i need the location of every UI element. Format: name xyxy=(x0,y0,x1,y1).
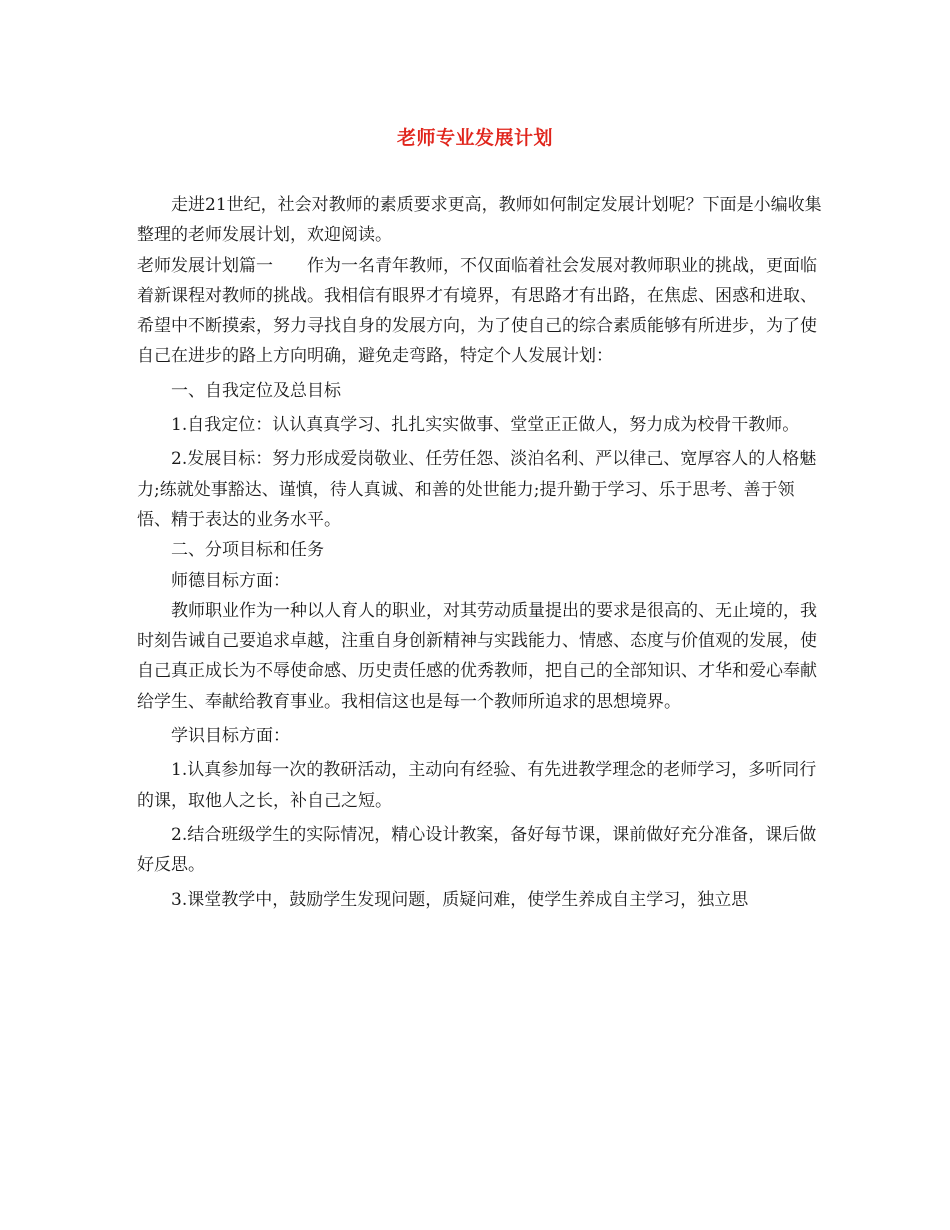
section-heading-one: 一、自我定位及总目标 xyxy=(171,380,341,401)
paragraph-knowledge-three: 3.课堂教学中，鼓励学生发现问题，质疑问难，使学生养成自主学习，独立思 xyxy=(171,889,749,910)
subheading-ethics: 师德目标方面： xyxy=(171,570,290,591)
paragraph-ethics: 教师职业作为一种以人育人的职业，对其劳动质量提出的要求是很高的、无止境的，我时刻告诫自己要追求卓越，注重自身创新精神与实践能力、情感、态度与价值观的发展，使自己真正成长为不辱使命感、历史责任感的优秀教师，把自己的全部知识、才华和爱心奉献给学生、奉献给教育事业。我相信这也是每一个教师所追求的思想境界。 xyxy=(137,600,817,712)
subheading-knowledge: 学识目标方面： xyxy=(171,726,290,747)
paragraph-self-position: 1.自我定位：认认真真学习、扎扎实实做事、堂堂正正做人，努力成为校骨干教师。 xyxy=(171,415,800,436)
section-heading-two: 二、分项目标和任务 xyxy=(171,540,324,561)
document-title: 老师专业发展计划 xyxy=(396,127,553,149)
paragraph-knowledge-one: 1.认真参加每一次的教研活动，主动向有经验、有先进教学理念的老师学习，多听同行的课，取他人之长，补自己之短。 xyxy=(137,760,817,811)
paragraph-plan-one: 老师发展计划篇一 作为一名青年教师，不仅面临着社会发展对教师职业的挑战，更面临着新课程对教师的挑战。我相信有眼界才有境界，有思路才有出路，在焦虑、困惑和进取、希望中不断摸索，努力寻找自身的发展方向，为了使自己的综合素质能够有所进步，为了使自己在进步的路上方向明确，避免走弯路，特定个人发展计划： xyxy=(137,255,817,367)
document-body xyxy=(137,190,827,915)
paragraph-knowledge-two: 2.结合班级学生的实际情况，精心设计教案，备好每节课，课前做好充分准备，课后做好反思。 xyxy=(137,824,817,876)
paragraph-intro: 走进21世纪，社会对教师的素质要求更高，教师如何制定发展计划呢？下面是小编收集整理的老师发展计划，欢迎阅读。 xyxy=(137,195,822,246)
paragraph-development-goal: 2.发展目标：努力形成爱岗敬业、任劳任怨、淡泊名利、严以律己、宽厚容人的人格魅力;练就处事豁达、谨慎，待人真诚、和善的处世能力;提升勤于学习、乐于思考、善于领悟、精于表达的业务水平。 xyxy=(137,449,817,530)
